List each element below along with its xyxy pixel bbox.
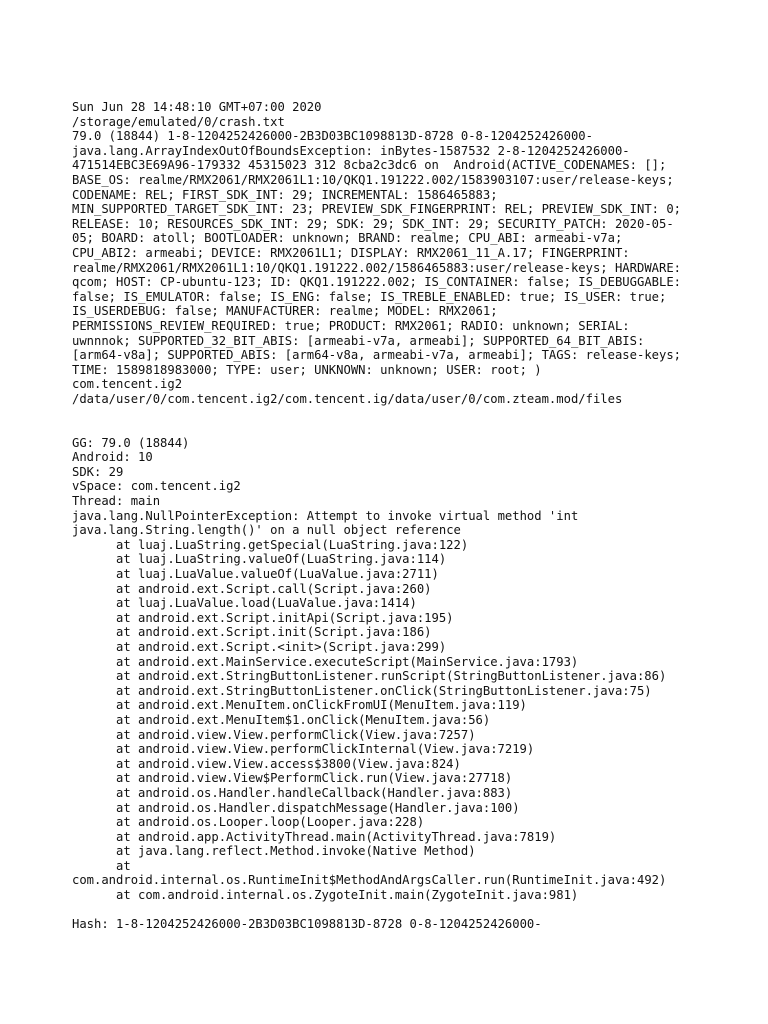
stack-frame: at android.ext.Script.call(Script.java:260) bbox=[116, 581, 432, 596]
stack-frame-wrapped: com.android.internal.os.RuntimeInit$MethodAndArgsCaller.run(RuntimeInit.java:492) bbox=[72, 873, 667, 888]
android-version: Android: 10 bbox=[72, 450, 153, 465]
stack-frame: at luaj.LuaString.valueOf(LuaString.java:114) bbox=[116, 552, 447, 567]
info-line: 79.0 (18844) 1-8-1204252426000-2B3D03BC1098813D-8728 0-8-1204252426000- bbox=[72, 129, 593, 144]
stack-frame: at android.view.View.performClickInternal(View.java:7219) bbox=[116, 742, 535, 757]
stack-frame: at android.os.Handler.handleCallback(Handler.java:883) bbox=[116, 785, 513, 800]
crash-date: Sun Jun 28 14:48:10 GMT+07:00 2020 bbox=[72, 100, 322, 114]
stack-frame: at java.lang.reflect.Method.invoke(Native Method) bbox=[116, 844, 476, 859]
stack-frame: at android.view.View$PerformClick.run(View.java:27718) bbox=[116, 771, 513, 786]
stack-frame: at android.ext.StringButtonListener.onClick(StringButtonListener.java:75) bbox=[116, 683, 652, 698]
stack-frame: at android.ext.Script.<init>(Script.java:299) bbox=[116, 639, 447, 654]
info-line: 471514EBC3E69A96-179332 45315023 312 8cba2c3dc6 on Android(ACTIVE_CODENAMES: []; bbox=[72, 158, 667, 173]
stack-frame: at android.ext.MenuItem.onClickFromUI(MenuItem.java:119) bbox=[116, 698, 527, 713]
stack-frame: at android.view.View.performClick(View.java:7257) bbox=[116, 727, 476, 742]
crash-file-path: /storage/emulated/0/crash.txt bbox=[72, 114, 285, 129]
spacer bbox=[72, 406, 732, 435]
info-line: RELEASE: 10; RESOURCES_SDK_INT: 29; SDK: 29; SDK_INT: 29; SECURITY_PATCH: 2020-05- bbox=[72, 216, 674, 231]
crash-hash: Hash: 1-8-1204252426000-2B3D03BC1098813D-8728 0-8-1204252426000- bbox=[72, 917, 542, 932]
stack-frame: at android.ext.Script.initApi(Script.java:195) bbox=[116, 610, 454, 625]
stack-frame: at android.view.View.access$3800(View.java:824) bbox=[116, 756, 461, 771]
info-line: CPU_ABI2: armeabi; DEVICE: RMX2061L1; DISPLAY: RMX2061_11_A.17; FINGERPRINT: bbox=[72, 245, 630, 260]
stack-frame: at luaj.LuaString.getSpecial(LuaString.java:122) bbox=[116, 537, 469, 552]
stack-frame: at android.ext.MainService.executeScript(MainService.java:1793) bbox=[116, 654, 579, 669]
stack-frame: at android.ext.StringButtonListener.runScript(StringButtonListener.java:86) bbox=[116, 669, 667, 684]
info-line: TIME: 1589818983000; TYPE: user; UNKNOWN: unknown; USER: root; ) bbox=[72, 362, 542, 377]
stack-frame: at luaj.LuaValue.load(LuaValue.java:1414) bbox=[116, 596, 417, 611]
info-line: BASE_OS: realme/RMX2061/RMX2061L1:10/QKQ1.191222.002/1583903107:user/release-keys; bbox=[72, 172, 674, 187]
exception-message-cont: java.lang.String.length()' on a null object reference bbox=[72, 523, 461, 538]
info-line: java.lang.ArrayIndexOutOfBoundsException: inBytes-1587532 2-8-1204252426000- bbox=[72, 143, 630, 158]
exception-details-block bbox=[72, 436, 732, 538]
stack-frame: at luaj.LuaValue.valueOf(LuaValue.java:2711) bbox=[116, 567, 439, 581]
info-line: uwnnnok; SUPPORTED_32_BIT_ABIS: [armeabi-v7a, armeabi]; SUPPORTED_64_BIT_ABIS: bbox=[72, 333, 645, 348]
stack-trace bbox=[72, 538, 732, 903]
sdk-version: SDK: 29 bbox=[72, 464, 124, 479]
stack-frame: at android.ext.MenuItem$1.onClick(MenuItem.java:56) bbox=[116, 712, 491, 727]
info-line: realme/RMX2061/RMX2061L1:10/QKQ1.191222.002/1586465883:user/release-keys; HARDWARE: bbox=[72, 260, 682, 275]
info-line: [arm64-v8a]; SUPPORTED_ABIS: [arm64-v8a, armeabi-v7a, armeabi]; TAGS: release-keys; bbox=[72, 348, 682, 363]
stack-frame: at bbox=[116, 858, 131, 873]
info-line: IS_USERDEBUG: false; MANUFACTURER: realme; MODEL: RMX2061; bbox=[72, 304, 498, 319]
stack-frame: at android.os.Handler.dispatchMessage(Handler.java:100) bbox=[116, 800, 520, 815]
spacer bbox=[72, 903, 732, 918]
info-line: false; IS_EMULATOR: false; IS_ENG: false; IS_TREBLE_ENABLED: true; IS_USER: true; bbox=[72, 289, 667, 304]
package-name: com.tencent.ig2 bbox=[72, 377, 183, 392]
device-info-block bbox=[72, 129, 732, 406]
stack-frame: at android.os.Looper.loop(Looper.java:228) bbox=[116, 815, 425, 830]
stack-frame: at com.android.internal.os.ZygoteInit.main(ZygoteInit.java:981) bbox=[116, 888, 579, 903]
info-line: PERMISSIONS_REVIEW_REQUIRED: true; PRODUCT: RMX2061; RADIO: unknown; SERIAL: bbox=[72, 318, 630, 333]
info-line: qcom; HOST: CP-ubuntu-123; ID: QKQ1.191222.002; IS_CONTAINER: false; IS_DEBUGGABLE: bbox=[72, 275, 682, 290]
thread-name: Thread: main bbox=[72, 494, 161, 509]
vspace-package: vSpace: com.tencent.ig2 bbox=[72, 479, 241, 494]
stack-frame: at android.ext.Script.init(Script.java:186) bbox=[116, 625, 432, 640]
stack-frame: at android.app.ActivityThread.main(ActivityThread.java:7819) bbox=[116, 829, 557, 844]
gg-version: GG: 79.0 (18844) bbox=[72, 435, 190, 450]
exception-message: java.lang.NullPointerException: Attempt to invoke virtual method 'int bbox=[72, 508, 579, 523]
data-path: /data/user/0/com.tencent.ig2/com.tencent.ig/data/user/0/com.zteam.mod/files bbox=[72, 391, 623, 406]
crash-log-document bbox=[72, 100, 732, 932]
info-line: MIN_SUPPORTED_TARGET_SDK_INT: 23; PREVIEW_SDK_FINGERPRINT: REL; PREVIEW_SDK_INT: 0; bbox=[72, 202, 682, 217]
info-line: CODENAME: REL; FIRST_SDK_INT: 29; INCREMENTAL: 1586465883; bbox=[72, 187, 498, 202]
info-line: 05; BOARD: atoll; BOOTLOADER: unknown; BRAND: realme; CPU_ABI: armeabi-v7a; bbox=[72, 231, 623, 246]
